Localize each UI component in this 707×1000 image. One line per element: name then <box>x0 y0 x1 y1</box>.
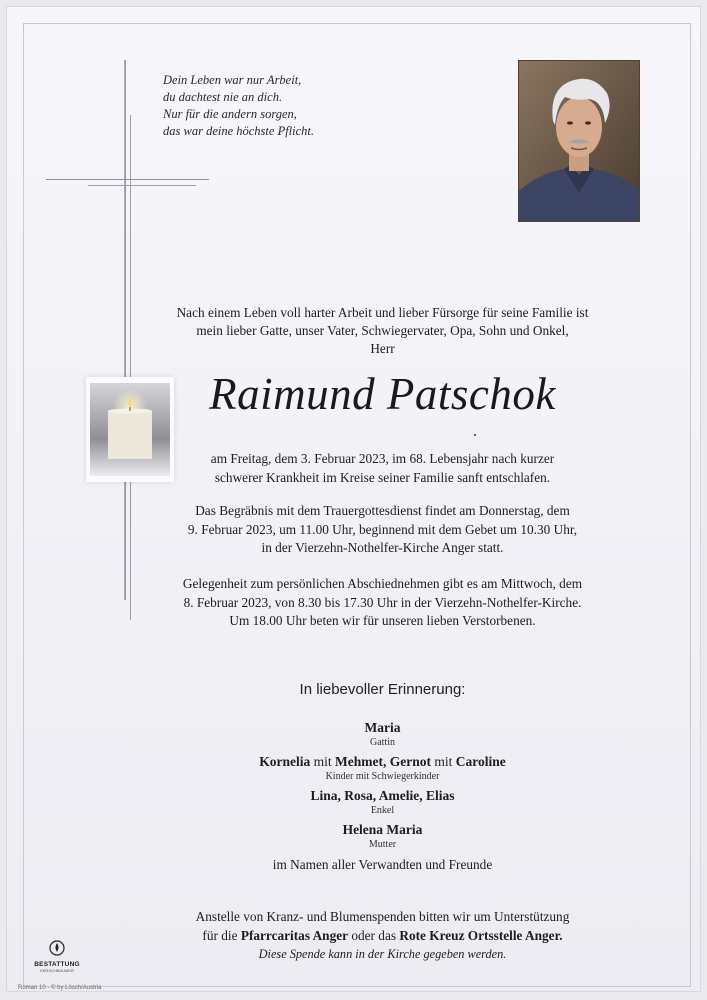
farewell-line: Gelegenheit zum persönlichen Abschiednehmen gibt es am Mittwoch, dem <box>182 576 583 591</box>
funeral-line: Das Begräbnis mit dem Trauergottesdienst findet am Donnerstag, dem <box>195 503 570 518</box>
donation-notice <box>160 907 605 964</box>
family-name: Helena Maria <box>342 822 423 837</box>
family-connector: mit <box>430 754 456 769</box>
family-name: Kornelia <box>259 754 311 769</box>
poem-line: Nur für die andern sorgen, <box>163 107 297 121</box>
cross-vertical-line-inner <box>130 115 131 620</box>
intro-text <box>160 304 605 358</box>
poem-line: du dachtest nie an dich. <box>163 90 283 104</box>
relatives-line: im Namen aller Verwandten und Freunde <box>272 857 493 872</box>
family-name: Mehmet, Gernot <box>335 754 431 769</box>
poem-line: Dein Leben war nur Arbeit, <box>163 73 302 87</box>
donation-text: für die <box>202 928 241 943</box>
family-entry-mother <box>160 822 605 850</box>
donation-text: oder das <box>348 928 400 943</box>
death-notice <box>160 450 605 487</box>
poem-line: das war deine höchste Pflicht. <box>163 124 315 138</box>
death-line: schwerer Krankheit im Kreise seiner Familie sanft entschlafen. <box>214 469 551 485</box>
donation-line: Anstelle von Kranz- und Blumenspenden bitten wir um Unterstützung <box>195 909 570 924</box>
funeral-home-logo <box>32 940 82 973</box>
intro-line: Herr <box>370 341 395 356</box>
portrait-photo <box>519 61 639 221</box>
funeral-line: 9. Februar 2023, um 11.00 Uhr, beginnend mit dem Gebet um 10.30 Uhr, <box>187 521 578 537</box>
cross-horizontal-line-inner <box>88 185 196 186</box>
cross-vertical-line <box>124 60 126 600</box>
template-credit: Roman 10 - © by Lösch/Austria <box>18 985 102 991</box>
cross-horizontal-line <box>46 179 209 180</box>
family-entry-spouse <box>160 720 605 748</box>
funeral-notice <box>160 502 605 558</box>
family-role: Kinder mit Schwiegerkinder <box>325 771 440 782</box>
family-role: Mutter <box>368 839 397 850</box>
poem <box>163 72 393 140</box>
farewell-notice <box>160 575 605 631</box>
family-entry-grandchildren <box>160 788 605 816</box>
farewell-line: Um 18.00 Uhr beten wir für unseren lieben Verstorbenen. <box>229 613 536 628</box>
memory-heading: In liebevoller Erinnerung: <box>299 681 466 698</box>
charity-name: Rote Kreuz Ortsstelle Anger. <box>399 928 563 943</box>
family-name: Maria <box>364 720 401 735</box>
family-name: Caroline <box>455 754 506 769</box>
farewell-line: 8. Februar 2023, von 8.30 bis 17.30 Uhr in der Vierzehn-Nothelfer-Kirche. <box>183 594 582 610</box>
intro-line: mein lieber Gatte, unser Vater, Schwiegervater, Opa, Sohn und Onkel, <box>196 323 569 338</box>
intro-line: Nach einem Leben voll harter Arbeit und lieber Fürsorge für seine Familie ist <box>176 305 589 320</box>
donation-line <box>160 926 605 945</box>
family-role: Gattin <box>370 737 395 748</box>
dot-mark <box>474 434 476 436</box>
logo-sub: KERSCHBAUMER <box>40 968 74 973</box>
funeral-line: in der Vierzehn-Nothelfer-Kirche Anger statt. <box>261 540 504 555</box>
family-name: Lina, Rosa, Amelie, Elias <box>310 788 455 803</box>
family-entry-children <box>160 754 605 782</box>
flame-icon <box>49 940 65 956</box>
family-connector: mit <box>310 754 336 769</box>
family-role: Enkel <box>370 805 395 816</box>
deceased-name: Raimund Patschok <box>209 369 556 419</box>
portrait-image <box>519 61 639 221</box>
death-line: am Freitag, dem 3. Februar 2023, im 68. Lebensjahr nach kurzer <box>210 451 555 466</box>
logo-brand: BESTATTUNG <box>34 961 80 968</box>
charity-name: Pfarrcaritas Anger <box>240 928 349 943</box>
donation-note: Diese Spende kann in der Kirche gegeben werden. <box>258 947 507 961</box>
